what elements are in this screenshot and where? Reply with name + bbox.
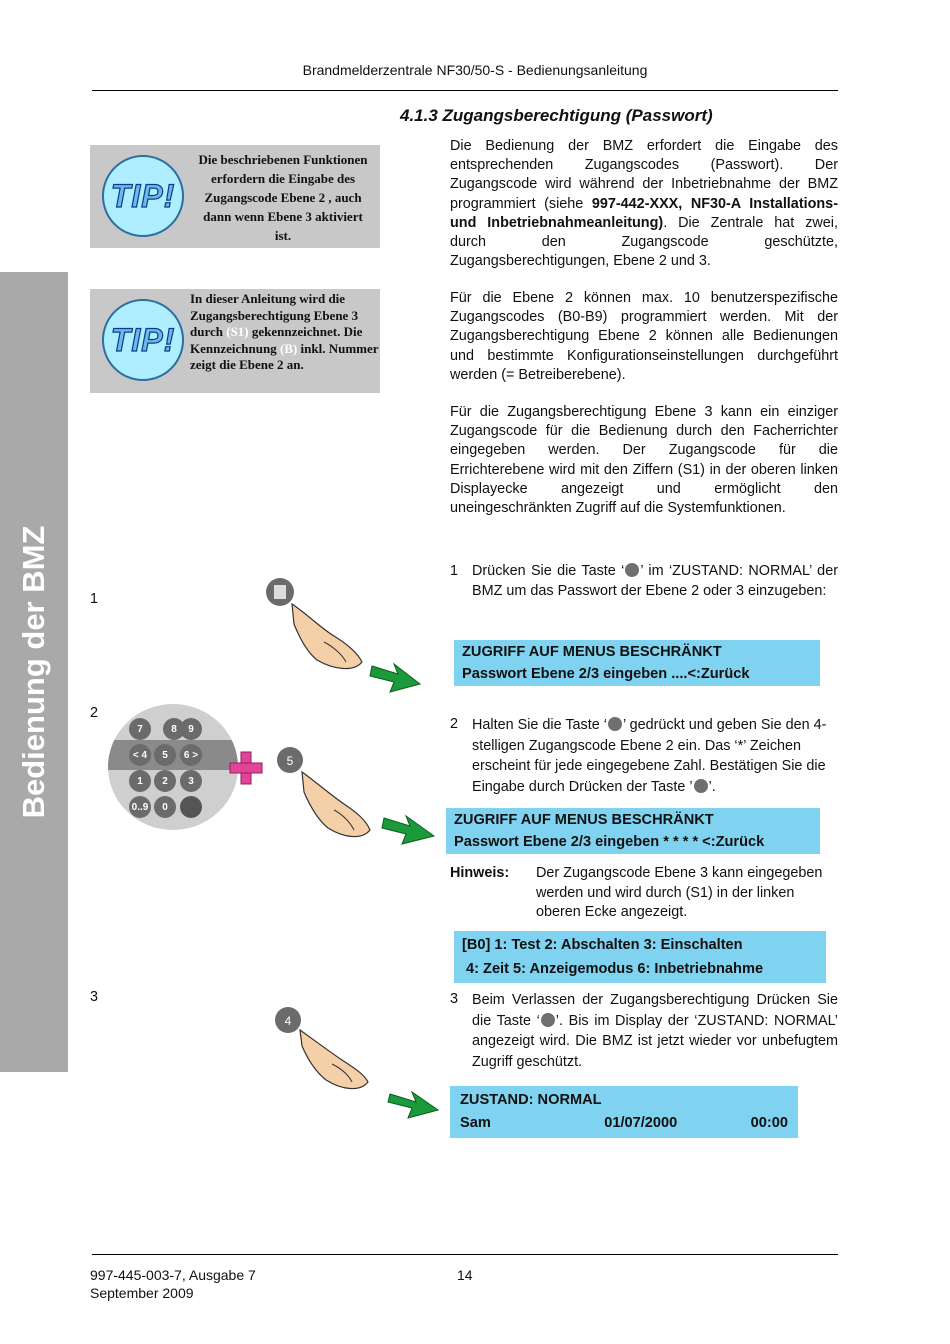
- footer-rule: [92, 1254, 838, 1255]
- footer-doc-info: 997-445-003-7, Ausgabe 7 September 2009: [90, 1267, 256, 1301]
- display-2: ZUGRIFF AUF MENUS BESCHRÄNKT Passwort Ebene 2/3 eingeben * * * * <:Zurück: [446, 808, 820, 854]
- sidebar-label: Bedienung der BMZ: [16, 525, 51, 819]
- tip-2-text: In dieser Anleitung wird die Zugangsberechtigung Ebene 3 durch (S1) gekennzeichnet. Die Kennzeichnung (B) inkl. Nummer zeigt die Ebene 2 an.: [190, 291, 379, 372]
- display-1: ZUGRIFF AUF MENUS BESCHRÄNKT Passwort Ebene 2/3 eingeben ....<:Zurück: [454, 640, 820, 686]
- step-3-number: 3: [450, 991, 459, 1007]
- key-0: 0: [154, 796, 176, 818]
- key-7: 7: [129, 718, 151, 740]
- menu-key-icon: [625, 563, 639, 577]
- key-6: 6 >: [180, 744, 202, 766]
- sidebar-tab: [0, 272, 68, 1072]
- display-3: [B0] 1: Test 2: Abschalten 3: Einschalten 4: Zeit 5: Anzeigemodus 6: Inbetriebnahme: [454, 931, 826, 983]
- key-0-9-icon: [608, 717, 622, 731]
- hinweis-label: Hinweis:: [450, 865, 510, 881]
- figure-number-2: 2: [90, 705, 99, 721]
- paragraph-level-3: Für die Zugangsberechtigung Ebene 3 kann ein einziger Zugangscode für die Bedienung durch den Facherrichter eingegeben werden. Der Zugangscode für die Errichterebene wird mit den Ziffern (S1) in der oberen linken Displayecke angezeigt und ermöglicht den uneingeschränkten Zugriff auf die Systemfunktionen.: [450, 404, 838, 517]
- menu-key-icon: [180, 796, 202, 818]
- tip-box-2: [90, 289, 380, 393]
- key-0-9: 0..9: [129, 796, 151, 818]
- key-5: 5: [154, 744, 176, 766]
- svg-text:4: 4: [284, 1014, 292, 1028]
- header-rule: [92, 90, 838, 91]
- page-header: Brandmelderzentrale NF30/50-S - Bedienungsanleitung: [302, 62, 648, 78]
- step-2-number: 2: [450, 716, 459, 732]
- tip-icon: TIP!: [102, 155, 184, 237]
- step-1-number: 1: [450, 563, 459, 579]
- arrow-icon: [382, 816, 434, 844]
- hand-press-4-illustration: [272, 1002, 442, 1122]
- hand-press-5-illustration: [274, 744, 440, 854]
- page-number: 14: [457, 1267, 473, 1283]
- step-3-text: Beim Verlassen der Zugangsberechtigung Drücken Sie die Taste ‘ ’. Bis im Display der ‘ZUSTAND: NORMAL’ angezeigt wird. Die BMZ ist jetzt wieder vor unbefugtem Zugriff geschützt.: [472, 992, 838, 1070]
- section-title: 4.1.3 Zugangsberechtigung (Passwort): [400, 106, 713, 125]
- display-date: 01/07/2000: [604, 1115, 678, 1131]
- display-day: Sam: [460, 1115, 491, 1131]
- paragraph-level-2: Für die Ebene 2 können max. 10 benutzerspezifische Zugangscodes (B0-B9) programmiert werden. Mit der Zugangsberechtigung Ebene 2 können alle Bedienungen und bestimmte Konfigurationseinstellungen durchgeführt werden (= Betreiberebene).: [450, 290, 838, 383]
- hinweis-text: Der Zugangscode Ebene 3 kann eingegeben werden und wird durch (S1) in der linken oberen Ecke angezeigt.: [536, 865, 823, 920]
- display-time: 00:00: [750, 1115, 788, 1131]
- key-3: 3: [180, 770, 202, 792]
- hand-press-menu-illustration: [262, 574, 432, 694]
- key-4-icon: [541, 1013, 555, 1027]
- key-2: 2: [154, 770, 176, 792]
- display-4: ZUSTAND: NORMAL Sam 01/07/2000 00:00: [450, 1086, 798, 1138]
- figure-number-3: 3: [90, 989, 99, 1005]
- keypad-illustration: [108, 704, 238, 830]
- tip-box-1: [90, 145, 380, 248]
- key-9: 9: [180, 718, 202, 740]
- tip-1-text: Die beschriebenen Funktionen erfordern die Eingabe des Zugangscode Ebene 2 , auch dann wenn Ebene 3 aktiviert ist.: [198, 152, 368, 243]
- step-1-text: Drücken Sie die Taste ‘ ’ im ‘ZUSTAND: NORMAL’ der BMZ um das Passwort der Ebene 2 oder 3 einzugeben:: [472, 563, 838, 599]
- arrow-icon: [388, 1092, 438, 1118]
- figure-number-1: 1: [90, 591, 99, 607]
- key-5-icon: [694, 779, 708, 793]
- key-1: 1: [129, 770, 151, 792]
- key-8: 8: [163, 718, 185, 740]
- paragraph-intro: Die Bedienung der BMZ erfordert die Eingabe des entsprechenden Zugangscodes (Passwort). Der Zugangscode wird während der Inbetriebnahme der BMZ programmiert (siehe 997-442-XXX, NF30-A Installations- und Inbetriebnahmeanleitung). Die Zentrale hat zwei, durch den Zugangscode geschützte, Zugangsberechtigungen, Ebene 2 und 3.: [450, 138, 838, 270]
- key-4: < 4: [129, 744, 151, 766]
- arrow-icon: [370, 664, 420, 692]
- svg-text:5: 5: [286, 754, 294, 768]
- step-2-text: Halten Sie die Taste ‘ ’ gedrückt und geben Sie den 4-stelligen Zugangscode Ebene 2 ein. Das ‘*’ Zeichen erscheint für jede eingegebene Zahl. Bestätigen Sie die Eingabe durch Drücken der Taste ’ ’.: [472, 717, 827, 795]
- tip-icon: TIP!: [102, 299, 184, 381]
- plus-icon: [228, 750, 264, 786]
